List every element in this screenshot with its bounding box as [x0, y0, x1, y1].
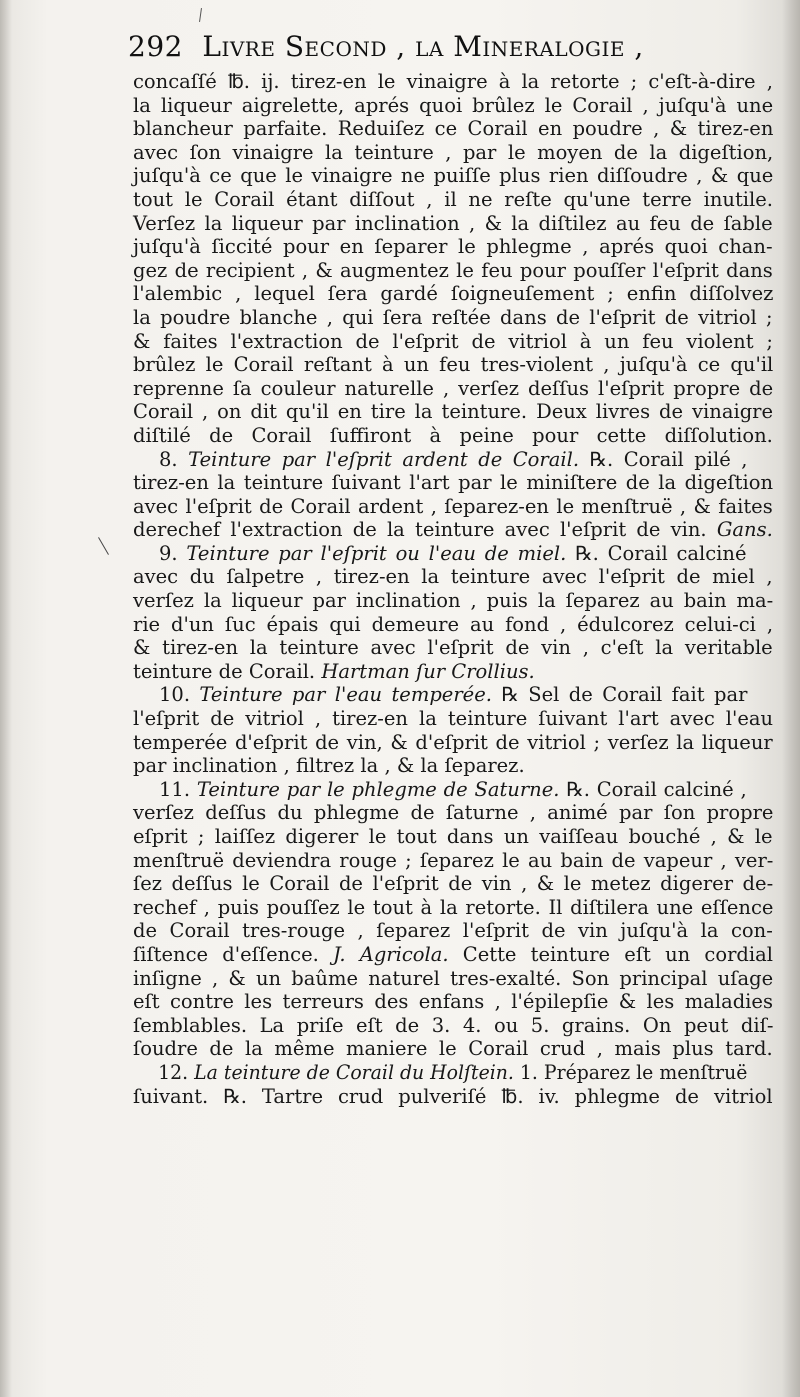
text-line: [133, 754, 773, 778]
line-text: l'alembic , lequel ſera gardé ſoigneuſement ; enfin diſſolvez: [133, 282, 774, 306]
page-number: 292: [128, 30, 183, 63]
text-line: [133, 1037, 773, 1061]
line-text: Verſez la liqueur par inclination , & la diſtilez au feu de ſable: [133, 211, 773, 235]
source-citation: J. Agricola.: [333, 942, 449, 966]
text-line: [133, 731, 773, 755]
entry-number: 11.: [159, 777, 191, 801]
running-header: [128, 30, 768, 72]
text-line: [133, 70, 773, 94]
entry-number: 12.: [158, 1060, 189, 1084]
text-line: [133, 424, 773, 448]
line-text: ℞. Corail pilé ,: [589, 447, 748, 471]
text-line: [133, 589, 773, 613]
line-text: ℞ Sel de Corail fait par: [501, 683, 748, 707]
line-text: eſprit ; laiſſez digerer le tout dans un vaiſſeau bouché , & le: [133, 825, 773, 848]
source-citation: Hartman ſur Crollius.: [321, 659, 535, 683]
text-line: [133, 400, 773, 424]
text-line: [133, 306, 773, 330]
text-line: [133, 565, 773, 589]
text-line: [133, 518, 773, 542]
entry-title: Teinture par l'eſprit ardent de Corail.: [188, 447, 580, 471]
text-line: [133, 330, 773, 354]
line-text: la liqueur aigrelette, aprés quoi brûlez le Corail , juſqu'à une: [133, 93, 774, 117]
text-line: [133, 825, 773, 849]
text-line: [133, 495, 773, 519]
text-line: [133, 1014, 773, 1038]
line-text: rie d'un ſuc épais qui demeure au fond , édulcorez celui-ci ,: [133, 612, 774, 636]
text-line: [133, 660, 773, 684]
line-text: menſtruë deviendra rouge ; ſeparez le au bain de vapeur , ver-: [133, 848, 774, 872]
line-text: Corail , on dit qu'il en tire la teinture. Deux livres de vinaigre: [133, 400, 774, 424]
source-citation: Gans.: [716, 518, 773, 542]
line-text: de Corail tres-rouge , ſeparez l'eſprit de vin juſqu'à la con-: [133, 919, 773, 943]
line-text: & tirez-en la teinture avec l'eſprit de vin , c'eſt la veritable: [133, 636, 773, 660]
line-text: & faites l'extraction de l'eſprit de vitriol à un feu violent ;: [133, 329, 773, 353]
text-line: [133, 919, 773, 943]
entry-title: Teinture par l'eſprit ou l'eau de miel.: [186, 541, 567, 565]
text-line: [133, 377, 773, 401]
text-line: [133, 990, 773, 1014]
line-text: rechef , puis pouſſez le tout à la retorte. Il diſtilera une eſſence: [133, 895, 774, 919]
line-text: ſuivant. ℞. Tartre crud pulveriſé ℔. iv. phlegme de vitriol: [133, 1084, 773, 1108]
line-text: tirez-en la teinture ſuivant l'art par le miniſtere de la digeſtion: [133, 471, 774, 495]
text-line: [133, 872, 773, 896]
line-text: teinture de Corail.: [133, 659, 316, 683]
entry-number: 9.: [159, 541, 178, 565]
text-line: [133, 282, 773, 306]
body-text: [133, 70, 773, 1108]
text-line: [133, 1085, 773, 1109]
line-text: 1. Préparez le menſtruë: [519, 1060, 748, 1084]
line-text: ℞. Corail calciné: [575, 541, 747, 565]
text-line: [133, 117, 773, 141]
line-text: ℞. Corail calciné ,: [566, 777, 747, 801]
running-title: Livre Second , la Mineralogie ,: [202, 30, 644, 63]
line-text: avec ſon vinaigre la teinture , par le moyen de la digeſtion,: [133, 140, 774, 164]
line-text: gez de recipient , & augmentez le feu pour pouſſer l'eſprit dans: [133, 258, 773, 282]
text-line: [133, 896, 773, 920]
entry-title: Teinture par le phlegme de Saturne.: [196, 777, 560, 801]
line-text: ſoudre de la même maniere le Corail crud , mais plus tard.: [133, 1037, 773, 1061]
entry-heading-line: [133, 542, 773, 566]
text-line: [133, 188, 773, 212]
line-text: reprenne ſa couleur naturelle , verſez deſſus l'eſprit propre de: [133, 376, 774, 400]
line-text: ſiſtence d'eſſence.: [133, 942, 319, 966]
text-line: [133, 94, 773, 118]
text-line: [133, 235, 773, 259]
page-gutter-shadow: [0, 0, 12, 1397]
page-edge-shadow: [782, 0, 800, 1397]
entry-number: 10.: [159, 683, 191, 707]
line-text: derechef l'extraction de la teinture avec l'eſprit de vin.: [133, 518, 707, 542]
entry-number: 8.: [159, 447, 178, 471]
line-text: juſqu'à ſiccité pour en ſeparer le phlegme , aprés quoi chan-: [133, 235, 773, 259]
line-text: concaſſé ℔. ij. tirez-en le vinaigre à la retorte ; c'eſt-à-dire ,: [133, 70, 773, 93]
text-line: [133, 259, 773, 283]
line-text: l'eſprit de vitriol , tirez-en la teinture ſuivant l'art avec l'eau: [133, 707, 774, 731]
line-text: avec l'eſprit de Corail ardent , ſeparez-en le menſtruë , & faites: [133, 494, 773, 518]
line-text: ſez deſſus le Corail de l'eſprit de vin , & le metez digerer de-: [133, 872, 774, 896]
line-text: inſigne , & un baûme naturel tres-exalté. Son principal uſage: [133, 966, 774, 990]
line-text: temperée d'eſprit de vin, & d'eſprit de vitriol ; verſez la liqueur: [133, 730, 773, 754]
text-line: [133, 141, 773, 165]
text-line: [133, 471, 773, 495]
line-text: eſt contre les terreurs des enfans , l'épilepſie & les maladies: [133, 990, 773, 1014]
entry-title: La teinture de Corail du Holſtein.: [194, 1060, 514, 1084]
line-text: diſtilé de Corail ſuffiront à peine pour cette diſſolution.: [133, 423, 773, 447]
text-line: [133, 943, 773, 967]
line-text: blancheur parfaite. Reduiſez ce Corail en poudre , & tirez-en: [133, 117, 774, 141]
entry-heading-line: [133, 448, 773, 472]
line-text: ſemblables. La priſe eſt de 3. 4. ou 5. grains. On peut diſ-: [133, 1013, 774, 1037]
entry-heading-line: [133, 778, 773, 802]
line-text: verſez la liqueur par inclination , puis la ſeparez au bain ma-: [133, 589, 774, 613]
line-text: par inclination , filtrez la , & la ſeparez.: [133, 754, 525, 778]
text-line: [133, 967, 773, 991]
text-line: [133, 353, 773, 377]
entry-title: Teinture par l'eau temperée.: [199, 683, 492, 707]
line-text: avec du ſalpetre , tirez-en la teinture avec l'eſprit de miel ,: [133, 565, 773, 589]
line-text: la poudre blanche , qui ſera reſtée dans de l'eſprit de vitriol ;: [133, 305, 773, 329]
entry-heading-line: [133, 1061, 752, 1085]
entry-heading-line: [133, 683, 773, 707]
text-line: [133, 801, 773, 825]
line-text: brûlez le Corail reſtant à un feu tres-violent , juſqu'à ce qu'il: [133, 353, 774, 377]
line-text: Cette teinture eſt un cordial: [462, 942, 773, 966]
text-line: [133, 212, 773, 236]
text-line: [133, 636, 773, 660]
text-line: [133, 707, 773, 731]
line-text: juſqu'à ce que le vinaigre ne puiſſe plus rien diſſoudre , & que: [133, 164, 774, 188]
text-line: [133, 849, 773, 873]
ink-mark: [199, 8, 202, 22]
margin-ink-mark: [98, 537, 109, 555]
line-text: tout le Corail étant diſſout , il ne reſte qu'une terre inutile.: [133, 187, 773, 211]
text-line: [133, 164, 773, 188]
text-line: [133, 613, 773, 637]
line-text: verſez deſſus du phlegme de ſaturne , animé par ſon propre: [133, 801, 774, 825]
